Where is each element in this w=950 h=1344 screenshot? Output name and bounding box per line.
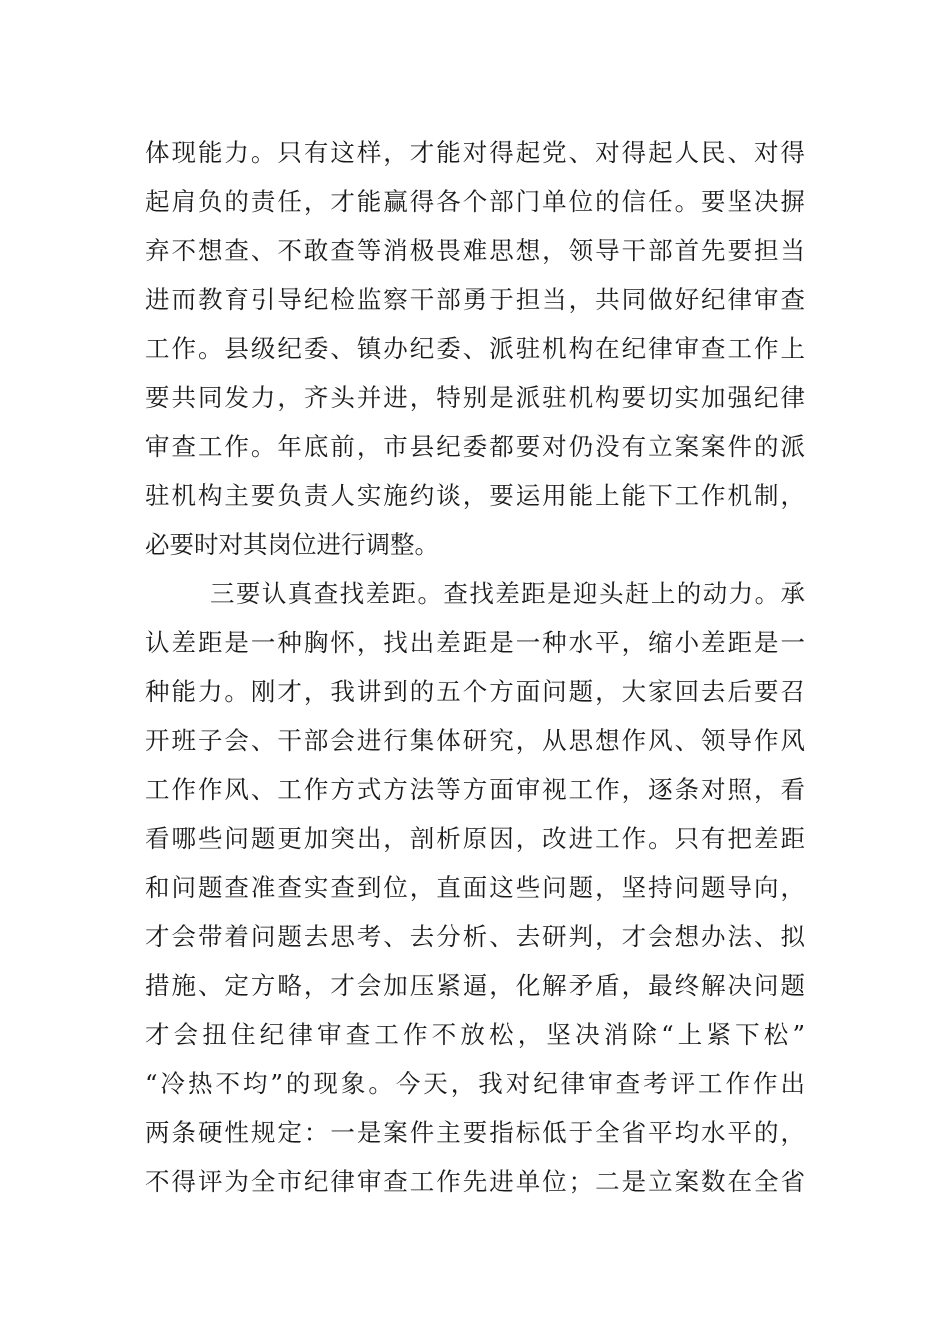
text-line: 进而教育引导纪检监察干部勇于担当，共同做好纪律审查 [145,285,805,314]
text-line: 认差距是一种胸怀，找出差距是一种水平，缩小差距是一 [145,628,805,657]
text-line: 弃不想查、不敢查等消极畏难思想，领导干部首先要担当 [145,236,805,265]
text-line: 和问题查准查实查到位，直面这些问题，坚持问题导向， [145,873,805,902]
text-line: “冷热不均”的现象。今天，我对纪律审查考评工作作出 [145,1069,805,1098]
text-line: 三要认真查找差距。查找差距是迎头赶上的动力。承 [210,579,805,608]
paragraph-1 [145,128,805,569]
text-line: 才会扭住纪律审查工作不放松，坚决消除“上紧下松” [145,1020,805,1049]
text-line: 工作。县级纪委、镇办纪委、派驻机构在纪律审查工作上 [145,334,805,363]
paragraph-2 [145,569,805,1206]
document-body [145,128,805,1206]
text-line: 措施、定方略，才会加压紧逼，化解矛盾，最终解决问题 [145,971,805,1000]
text-line: 驻机构主要负责人实施约谈，要运用能上能下工作机制， [145,481,805,510]
text-line: 要共同发力，齐头并进，特别是派驻机构要切实加强纪律 [145,383,805,412]
text-line: 体现能力。只有这样，才能对得起党、对得起人民、对得 [145,138,805,167]
text-line: 不得评为全市纪律审查工作先进单位；二是立案数在全省 [145,1167,805,1196]
text-line: 两条硬性规定：一是案件主要指标低于全省平均水平的， [145,1118,805,1147]
text-line: 看哪些问题更加突出，剖析原因，改进工作。只有把差距 [145,824,805,853]
text-line: 工作作风、工作方式方法等方面审视工作，逐条对照，看 [145,775,805,804]
text-line: 起肩负的责任，才能赢得各个部门单位的信任。要坚决摒 [145,187,805,216]
text-line: 才会带着问题去思考、去分析、去研判，才会想办法、拟 [145,922,805,951]
text-line: 开班子会、干部会进行集体研究，从思想作风、领导作风 [145,726,805,755]
text-line: 审查工作。年底前，市县纪委都要对仍没有立案案件的派 [145,432,805,461]
text-line: 必要时对其岗位进行调整。 [145,530,439,559]
text-line: 种能力。刚才，我讲到的五个方面问题，大家回去后要召 [145,677,805,706]
